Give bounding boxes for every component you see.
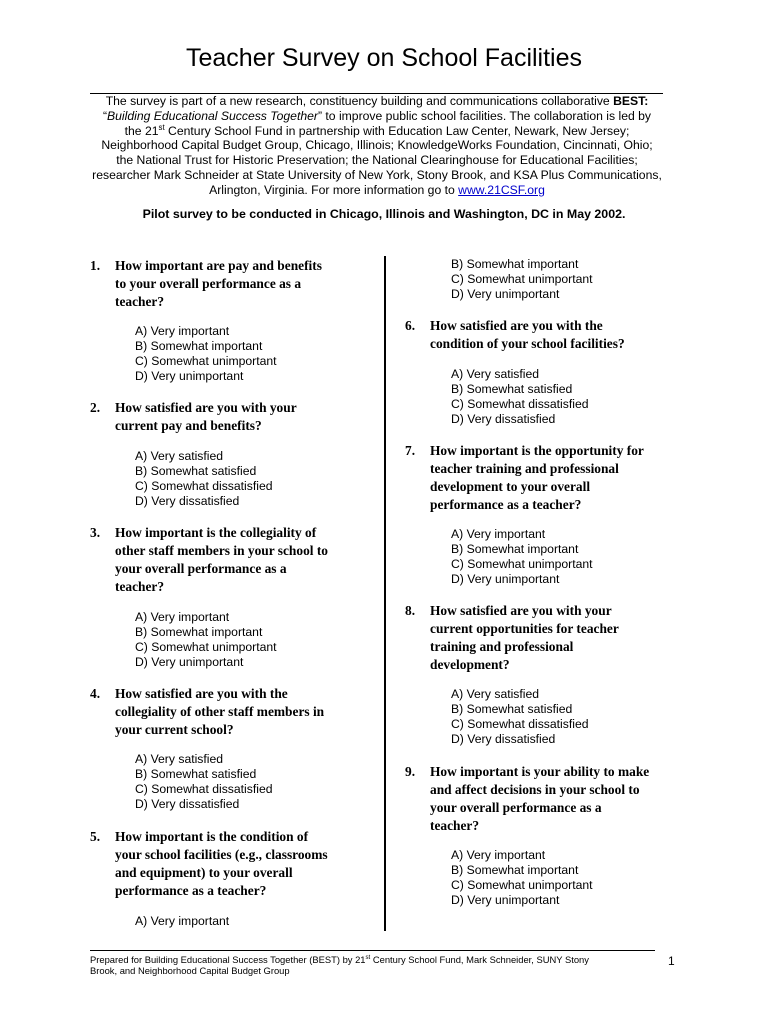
question-text: How important are pay and benefits	[115, 258, 322, 273]
question-text: your current school?	[115, 722, 234, 737]
answer-option[interactable]: A) Very important	[451, 527, 546, 541]
question-text: collegiality of other staff members in	[115, 704, 325, 719]
question-text: other staff members in your school to	[115, 543, 328, 558]
answer-option[interactable]: B) Somewhat satisfied	[451, 702, 573, 716]
pilot-note: Pilot survey to be conducted in Chicago, Illinois and Washington, DC in May 2002.	[142, 207, 626, 221]
answer-options-continued	[451, 257, 593, 302]
answer-option[interactable]: A) Very satisfied	[135, 752, 224, 766]
answer-option[interactable]: D) Very unimportant	[451, 572, 560, 586]
answer-option[interactable]: C) Somewhat dissatisfied	[135, 479, 273, 493]
answer-option[interactable]: D) Very dissatisfied	[451, 732, 556, 746]
question-text: How satisfied are you with your	[115, 400, 297, 415]
intro-text: Century School Fund in partnership with Education Law Center, Newark, New Jersey;	[164, 123, 630, 138]
question-text: development to your overall	[430, 479, 591, 494]
question-text: teacher?	[115, 294, 165, 309]
answer-option[interactable]: C) Somewhat dissatisfied	[451, 397, 589, 411]
intro-quote: “	[102, 108, 108, 123]
intro-sup: st	[158, 122, 165, 132]
answer-option[interactable]: D) Very dissatisfied	[135, 797, 240, 811]
question-text: and affect decisions in your school to	[430, 782, 640, 797]
footer-line: Brook, and Neighborhood Capital Budget Group	[90, 965, 290, 976]
answer-options	[135, 914, 229, 929]
question-text: to your overall performance as a	[115, 276, 302, 291]
question-number: 6.	[405, 318, 416, 333]
answer-option[interactable]: A) Very important	[135, 914, 230, 928]
answer-option[interactable]: C) Somewhat dissatisfied	[451, 717, 589, 731]
question-text: teacher?	[115, 579, 165, 594]
footer-line: Prepared for Building Educational Success Together (BEST) by 21	[90, 954, 366, 965]
question-text: How important is the collegiality of	[115, 525, 317, 540]
question-text: condition of your school facilities?	[430, 336, 625, 351]
question-text: current opportunities for teacher	[430, 621, 619, 636]
answer-option[interactable]: A) Very important	[451, 848, 546, 862]
intro-text: to improve public school facilities. The collaboration is led by	[322, 108, 652, 123]
answer-options	[135, 324, 277, 384]
answer-option[interactable]: A) Very satisfied	[451, 367, 540, 381]
question-text: teacher training and professional	[430, 461, 619, 476]
answer-options	[451, 687, 589, 747]
answer-options	[451, 367, 589, 427]
question-text: your school facilities (e.g., classrooms	[115, 847, 328, 862]
question-text: How important is the opportunity for	[430, 443, 644, 458]
question-text: How satisfied are you with your	[430, 603, 612, 618]
intro-text: researcher Mark Schneider at State University of New York, Stony Brook, and KSA Plus Communications,	[92, 167, 662, 182]
answer-option[interactable]: D) Very unimportant	[451, 893, 560, 907]
question-text: teacher?	[430, 818, 480, 833]
intro-text: the 21	[124, 123, 159, 138]
intro-best-full: Building Educational Success Together	[107, 108, 318, 123]
question-text: your overall performance as a	[115, 561, 287, 576]
question-number: 3.	[90, 525, 101, 540]
answer-option[interactable]: C) Somewhat dissatisfied	[135, 782, 273, 796]
answer-option[interactable]: D) Very dissatisfied	[135, 494, 240, 508]
footer-line: Century School Fund, Mark Schneider, SUNY Stony	[370, 954, 589, 965]
question-number: 7.	[405, 443, 416, 458]
answer-option[interactable]: B) Somewhat satisfied	[135, 464, 257, 478]
website-link[interactable]: www.21CSF.org	[458, 182, 545, 197]
answer-option[interactable]: C) Somewhat unimportant	[451, 272, 593, 286]
question-number: 5.	[90, 829, 101, 844]
answer-option[interactable]: C) Somewhat unimportant	[135, 640, 277, 654]
question-text: How important is your ability to make	[430, 764, 650, 779]
intro-text: The survey is part of a new research, constituency building and communications collaborative	[105, 94, 614, 108]
answer-options	[451, 527, 593, 587]
answer-option[interactable]: D) Very dissatisfied	[451, 412, 556, 426]
question-text: training and professional	[430, 639, 574, 654]
answer-option[interactable]: A) Very important	[135, 610, 230, 624]
footer-text	[90, 954, 650, 976]
answer-option[interactable]: D) Very unimportant	[135, 369, 244, 383]
question-text: your overall performance as a	[430, 800, 602, 815]
intro-paragraph	[88, 94, 666, 198]
footer-rule	[90, 950, 655, 951]
answer-option[interactable]: A) Very satisfied	[451, 687, 540, 701]
page-number: 1	[668, 954, 675, 968]
answer-option[interactable]: D) Very unimportant	[135, 655, 244, 669]
answer-option[interactable]: C) Somewhat unimportant	[451, 557, 593, 571]
question-text: How satisfied are you with the	[115, 686, 288, 701]
answer-option[interactable]: A) Very important	[135, 324, 230, 338]
question-number: 9.	[405, 764, 416, 779]
intro-quote: ”	[317, 108, 323, 123]
answer-option[interactable]: B) Somewhat important	[451, 542, 579, 556]
page-title: Teacher Survey on School Facilities	[185, 44, 583, 72]
answer-option[interactable]: B) Somewhat important	[135, 339, 263, 353]
question-text: and equipment) to your overall	[115, 865, 293, 880]
intro-text: Arlington, Virginia. For more information go to	[209, 182, 459, 197]
question-number: 1.	[90, 258, 101, 273]
answer-option[interactable]: A) Very satisfied	[135, 449, 224, 463]
question-text: How satisfied are you with the	[430, 318, 603, 333]
question-text: development?	[430, 657, 510, 672]
intro-best: BEST:	[613, 94, 649, 108]
question-text: performance as a teacher?	[115, 883, 267, 898]
footer-sup: st	[365, 953, 371, 961]
question-text: performance as a teacher?	[430, 497, 582, 512]
question-number: 8.	[405, 603, 416, 618]
answer-option[interactable]: B) Somewhat important	[135, 625, 263, 639]
answer-option[interactable]: B) Somewhat important	[451, 863, 579, 877]
intro-text: the National Trust for Historic Preservation; the National Clearinghouse for Educational Facilities;	[116, 153, 638, 168]
answer-options	[135, 610, 277, 670]
question-text: current pay and benefits?	[115, 418, 262, 433]
answer-option[interactable]: D) Very unimportant	[451, 287, 560, 301]
intro-text: Neighborhood Capital Budget Group, Chicago, Illinois; KnowledgeWorks Foundation, Cincinnati, Ohio;	[101, 138, 653, 153]
answer-options	[451, 848, 593, 908]
question-number: 4.	[90, 686, 101, 701]
answer-options	[135, 449, 273, 509]
answer-option[interactable]: B) Somewhat satisfied	[135, 767, 257, 781]
answer-option[interactable]: B) Somewhat satisfied	[451, 382, 573, 396]
question-number: 2.	[90, 400, 101, 415]
answer-options	[135, 752, 273, 812]
answer-option[interactable]: C) Somewhat unimportant	[451, 878, 593, 892]
question-text: How important is the condition of	[115, 829, 309, 844]
answer-option[interactable]: C) Somewhat unimportant	[135, 354, 277, 368]
answer-option[interactable]: B) Somewhat important	[451, 257, 579, 271]
